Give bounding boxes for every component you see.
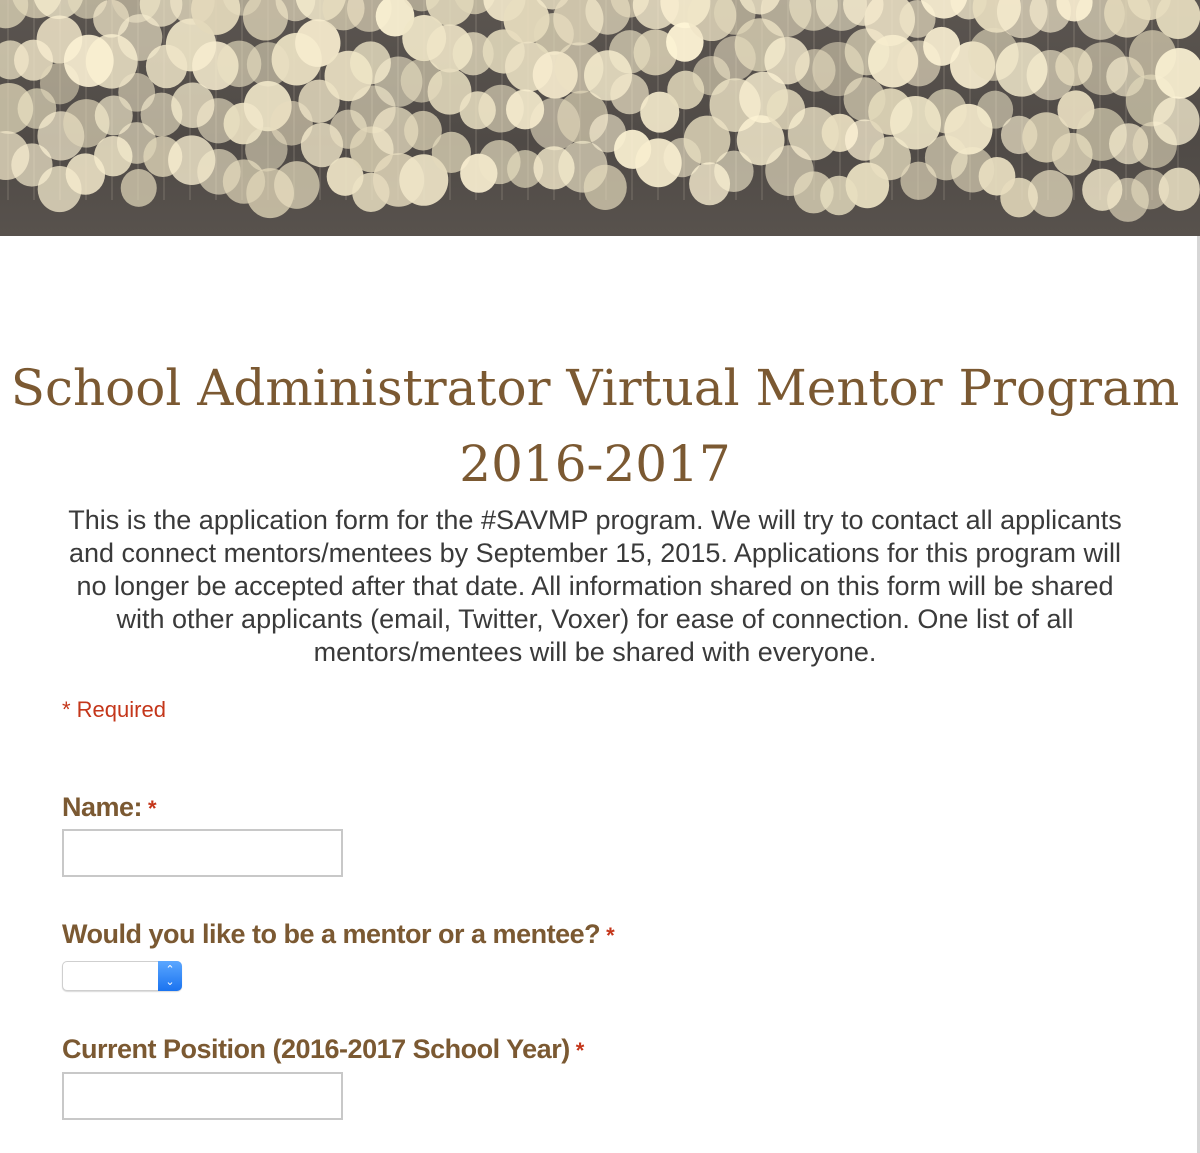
bokeh-circle (1153, 96, 1199, 145)
bokeh-circle (1028, 170, 1073, 217)
current-position-label (62, 1034, 584, 1065)
required-star: * (148, 796, 157, 821)
required-star: * (575, 1038, 584, 1063)
chevron-up-down-icon[interactable]: ⌃ ⌄ (158, 961, 182, 991)
bokeh-garland-decoration (0, 0, 1200, 236)
bokeh-circle (121, 169, 157, 207)
mentor-mentee-select[interactable] (62, 961, 182, 991)
form-title: School Administrator Virtual Mentor Program 2016-2017 (10, 359, 1180, 493)
required-star: * (606, 923, 615, 948)
mentor-mentee-label (62, 919, 614, 950)
mentor-mentee-label-text: Would you like to be a mentor or a mentee? (62, 919, 601, 949)
bokeh-circle (584, 165, 627, 210)
current-position-label-text: Current Position (2016-2017 School Year) (62, 1034, 570, 1064)
current-position-input[interactable] (62, 1072, 343, 1120)
name-label (62, 792, 156, 823)
bokeh-circle (1159, 168, 1200, 211)
form-description: This is the application form for the #SAVMP program. We will try to contact all applicants and connect mentors/mentees by September 15, 2015. Applications for this program will no longer be accepted after that date. All information shared on this form will be shared with other applicants (email, Twitter, Voxer) for ease of connection. One list of all mentors/mentees will be shared with everyone. (68, 505, 1122, 667)
bokeh-circle (274, 161, 319, 209)
name-input[interactable] (62, 829, 343, 877)
header-banner-image (0, 0, 1200, 236)
required-note: * Required (62, 697, 166, 722)
name-label-text: Name: (62, 792, 143, 822)
